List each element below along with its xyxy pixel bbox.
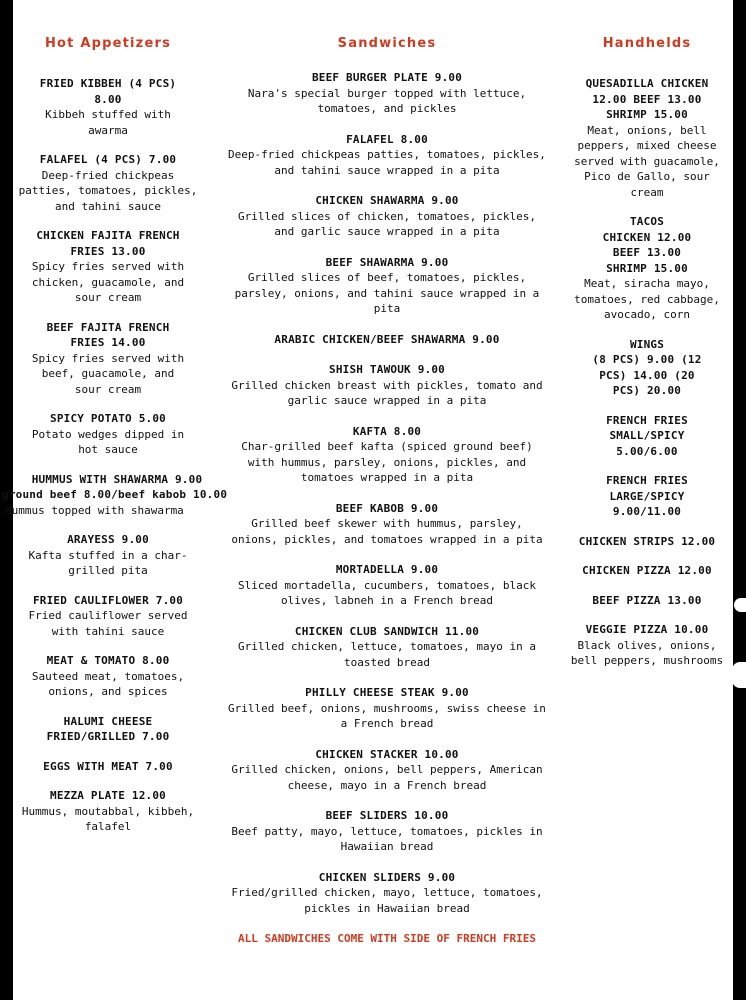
- menu-item: [13, 653, 203, 700]
- menu-item: [13, 320, 203, 398]
- item-name: MEAT & TOMATO 8.00: [46, 654, 170, 667]
- item-name: EGGS WITH MEAT 7.00: [43, 759, 173, 773]
- item-name: FRENCH FRIES SMALL/SPICY: [606, 413, 688, 442]
- menu-item: [13, 714, 203, 745]
- menu-item: [562, 413, 732, 460]
- item-desc: Beef patty, mayo, lettuce, tomatoes, pickles in Hawaiian bread: [231, 824, 543, 853]
- sandwiches-side-note: ALL SANDWICHES COME WITH SIDE OF FRENCH FRIES: [237, 932, 536, 945]
- item-desc: Deep-fried chickpeas patties, tomatoes, pickles, and tahini sauce wrapped in a pita: [228, 148, 546, 177]
- item-desc: Potato wedges dipped in hot sauce: [31, 427, 185, 456]
- menu-item: [2, 472, 253, 519]
- menu-item: [225, 685, 549, 732]
- item-name-extra: 9.00/11.00: [612, 505, 682, 518]
- item-name: CHICKEN CLUB SANDWICH 11.00: [294, 624, 480, 638]
- menu-item: [225, 132, 549, 179]
- item-name: SHISH TAWOUK 9.00: [329, 363, 445, 376]
- item-name: KAFTA 8.00: [352, 424, 422, 438]
- item-name: ARAYESS 9.00: [67, 533, 149, 546]
- menu-item: [225, 332, 549, 348]
- menu-item: [562, 534, 732, 550]
- item-name: QUESADILLA CHICKEN 12.00 BEEF 13.00 SHRIMP 15.00: [585, 77, 709, 121]
- item-name-extra: 5.00/6.00: [616, 444, 678, 458]
- item-desc: Nara's special burger topped with lettuce, tomatoes, and pickles: [247, 86, 527, 115]
- menu-item: [225, 747, 549, 794]
- item-desc: Char-grilled beef kafta (spiced ground beef) with hummus, parsley, onions, pickles, and tomatoes wrapped in a pita: [241, 440, 533, 484]
- item-name-extra: ground beef 8.00/beef kabob 10.00: [2, 488, 228, 501]
- menu-item: [562, 214, 732, 323]
- menu-item: [562, 473, 732, 520]
- item-desc: Fried/grilled chicken, mayo, lettuce, tomatoes, pickles in Hawaiian bread: [231, 886, 543, 915]
- menu-item: [562, 593, 732, 609]
- item-desc: Spicy fries served with beef, guacamole, and sour cream: [31, 351, 185, 396]
- item-name: FALAFEL (4 PCS) 7.00: [39, 153, 177, 166]
- menu-item: [562, 337, 732, 399]
- item-name: CHICKEN PIZZA 12.00: [582, 564, 712, 577]
- menu-item: [13, 759, 203, 775]
- item-desc: Grilled chicken breast with pickles, tomato and garlic sauce wrapped in a pita: [231, 378, 543, 407]
- item-name: TACOS: [629, 215, 665, 228]
- menu-item: [13, 228, 203, 306]
- menu-item: [13, 76, 203, 138]
- item-name: BEEF KABOB 9.00: [335, 501, 439, 515]
- item-name: CHICKEN FAJITA FRENCH FRIES 13.00: [36, 229, 180, 258]
- menu-item: [562, 563, 732, 579]
- menu-item: [225, 424, 549, 486]
- item-name: BEEF FAJITA FRENCH FRIES 14.00: [46, 320, 170, 349]
- item-desc: Kafta stuffed in a char-grilled pita: [28, 548, 188, 577]
- item-name: ARABIC CHICKEN/BEEF SHAWARMA 9.00: [274, 332, 500, 346]
- menu-item: [562, 622, 732, 669]
- item-name: BEEF SLIDERS 10.00: [325, 809, 449, 822]
- item-desc: Sauteed meat, tomatoes, onions, and spices: [31, 669, 185, 698]
- item-name: BEEF PIZZA 13.00: [592, 593, 702, 607]
- menu-page: [2, 0, 733, 1000]
- menu-item: [225, 624, 549, 671]
- menu-item: [13, 593, 203, 640]
- item-desc: Kibbeh stuffed with awarma: [45, 108, 171, 137]
- item-desc: Deep-fried chickpeas patties, tomatoes, pickles, and tahini sauce: [18, 168, 198, 213]
- item-desc: Spicy fries served with chicken, guacamole, and sour cream: [31, 260, 185, 304]
- item-name: MEZZA PLATE 12.00: [50, 789, 166, 802]
- item-name: CHICKEN SHAWARMA 9.00: [315, 194, 459, 207]
- menu-item: [225, 70, 549, 117]
- item-desc: Grilled slices of beef, tomatoes, pickles, parsley, onions, and tahini sauce wrapped in a pita: [234, 271, 540, 315]
- menu-item: [13, 411, 203, 458]
- item-desc: Meat, siracha mayo, tomatoes, red cabbage, avocado, corn: [574, 277, 720, 321]
- sandwiches-column: [225, 0, 549, 947]
- item-name: HUMMUS WITH SHAWARMA 9.00: [31, 472, 203, 486]
- menu-item: [225, 870, 549, 917]
- item-desc: Hummus topped with shawarma: [5, 503, 184, 517]
- item-desc: Meat, onions, bell peppers, mixed cheese served with guacamole, Pico de Gallo, sour cream: [574, 123, 720, 199]
- menu-item: [13, 788, 203, 835]
- item-name: FRIED CAULIFLOWER 7.00: [32, 593, 184, 607]
- item-desc: Grilled beef, onions, mushrooms, swiss cheese in a French bread: [228, 701, 546, 730]
- page-edge-notch: [732, 662, 746, 688]
- item-name: VEGGIE PIZZA 10.00: [585, 623, 709, 636]
- item-desc: Grilled beef skewer with hummus, parsley, onions, pickles, and tomatoes wrapped in a pita: [231, 517, 543, 546]
- handhelds-heading: Handhelds: [602, 36, 692, 51]
- handhelds-column: [562, 0, 732, 683]
- item-name: FRIED KIBBEH (4 PCS) 8.00: [39, 77, 177, 106]
- item-desc: Hummus, moutabbal, kibbeh, falafel: [21, 804, 195, 833]
- item-name: BEEF BURGER PLATE 9.00: [311, 71, 463, 84]
- item-desc: Sliced mortadella, cucumbers, tomatoes, black olives, labneh in a French bread: [237, 578, 536, 607]
- item-name: PHILLY CHEESE STEAK 9.00: [305, 686, 469, 699]
- item-name: FALAFEL 8.00: [346, 132, 428, 146]
- item-name: FRENCH FRIES LARGE/SPICY: [606, 474, 688, 503]
- item-desc: Grilled chicken, onions, bell peppers, American cheese, mayo in a French bread: [231, 763, 543, 792]
- item-desc: Grilled chicken, lettuce, tomatoes, mayo in a toasted bread: [237, 640, 536, 669]
- item-name: WINGS: [629, 337, 665, 351]
- menu-item: [562, 76, 732, 200]
- menu-item: [225, 501, 549, 548]
- item-name-extra: CHICKEN 12.00 BEEF 13.00 SHRIMP 15.00: [602, 230, 692, 275]
- item-name: CHICKEN STACKER 10.00: [315, 747, 459, 761]
- menu-item: [13, 152, 203, 214]
- sandwiches-heading: Sandwiches: [337, 36, 437, 51]
- item-desc: Black olives, onions, bell peppers, mushrooms: [570, 638, 724, 667]
- menu-item: [225, 193, 549, 240]
- item-name-extra: (8 PCS) 9.00 (12 PCS) 14.00 (20 PCS) 20.00: [592, 353, 702, 397]
- menu-item: [13, 532, 203, 579]
- menu-item: [225, 362, 549, 409]
- item-name: CHICKEN STRIPS 12.00: [578, 534, 716, 548]
- item-desc: Fried cauliflower served with tahini sauce: [28, 609, 188, 638]
- menu-item: [225, 808, 549, 855]
- item-name: CHICKEN SLIDERS 9.00: [318, 870, 456, 884]
- hot-appetizers-column: [2, 0, 228, 849]
- menu-item: [225, 562, 549, 609]
- item-name: BEEF SHAWARMA 9.00: [325, 255, 449, 269]
- menu-item: [225, 255, 549, 317]
- hot-appetizers-heading: Hot Appetizers: [44, 36, 172, 51]
- item-name: HALUMI CHEESE FRIED/GRILLED 7.00: [46, 714, 170, 743]
- item-desc: Grilled slices of chicken, tomatoes, pickles, and garlic sauce wrapped in a pita: [237, 209, 536, 238]
- item-name: SPICY POTATO 5.00: [50, 412, 166, 425]
- item-name: MORTADELLA 9.00: [335, 563, 439, 576]
- page-edge-notch: [734, 598, 746, 612]
